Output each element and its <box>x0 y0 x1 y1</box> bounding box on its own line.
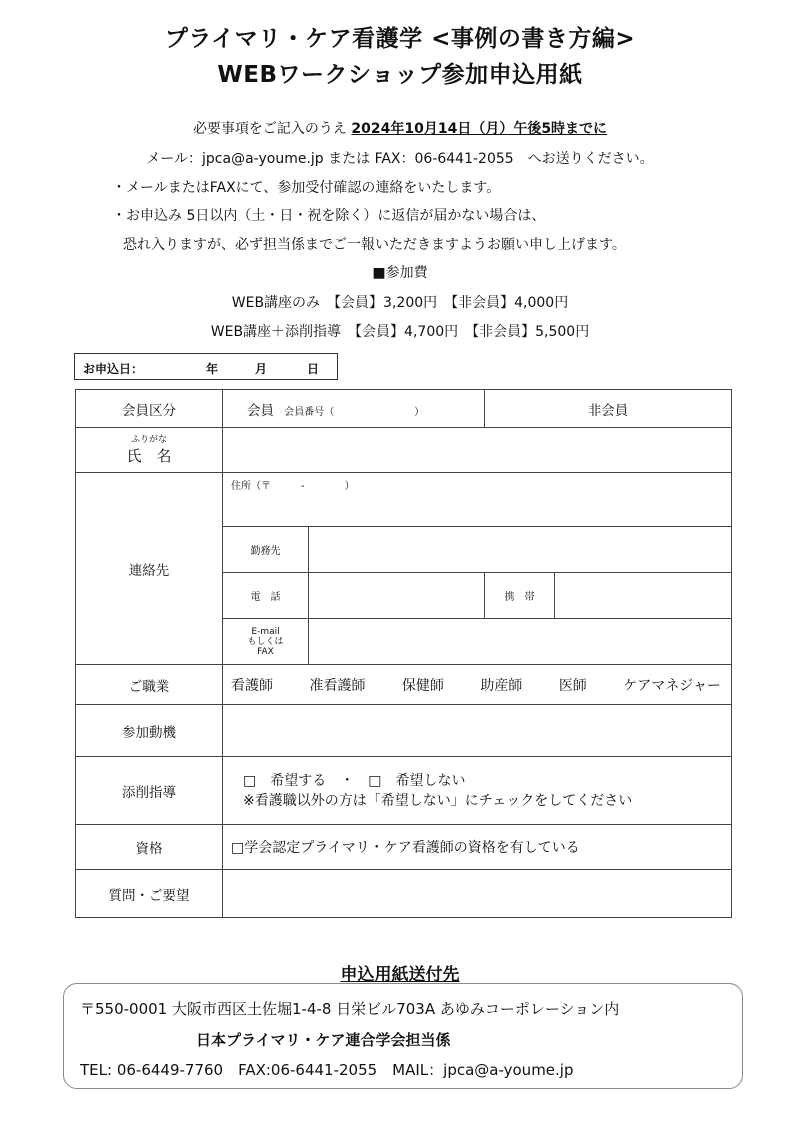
occupation-option[interactable]: 看護師 <box>231 677 273 694</box>
note-line-2: ・お申込み 5日以内（土・日・祝を除く）に返信が届かない場合は、 <box>112 208 546 224</box>
address-row <box>76 473 732 527</box>
email-or-label: もしくは <box>247 636 284 647</box>
occupation-options <box>223 665 732 705</box>
date-year-label: 年 <box>206 362 219 376</box>
occupation-row <box>76 665 732 705</box>
questions-field[interactable] <box>223 870 732 918</box>
qualification-option[interactable]: □学会認定プライマリ・ケア看護師の資格を有している <box>223 825 732 870</box>
date-day-label: 日 <box>307 362 320 376</box>
member-class-row <box>76 390 732 428</box>
occupation-option[interactable]: 准看護師 <box>309 677 366 694</box>
deadline-line <box>0 118 800 138</box>
qualification-row <box>76 825 732 870</box>
send-to-address: 〒550-0001 大阪市西区土佐堀1-4-8 日栄ビル703A あゆみコーポレーション内 <box>80 1000 620 1018</box>
questions-row <box>76 870 732 918</box>
address-label: 住所（〒 - ） <box>231 481 355 492</box>
non-member-label: 非会員 <box>587 402 629 419</box>
deadline-prefix: 必要事項をご記入のうえ <box>192 121 352 137</box>
application-date-box[interactable] <box>74 353 338 380</box>
application-date-label: お申込日： <box>83 362 144 376</box>
workplace-field[interactable] <box>309 527 732 573</box>
member-cell[interactable] <box>223 390 485 428</box>
application-form-table <box>75 389 732 918</box>
member-number-label: 会員番号（ ） <box>284 406 425 418</box>
member-label: 会員 <box>247 402 274 419</box>
phone-label: 電 話 <box>223 573 309 619</box>
send-to-contacts: TEL: 06-6449-7760 FAX:06-6441-2055 MAIL：jpca@a-youme.jp <box>80 1061 574 1079</box>
address-field[interactable] <box>223 473 732 527</box>
fee-web-correction: WEB講座＋添削指導 【会員】4,700円 【非会員】5,500円 <box>210 324 590 340</box>
page-title-line1: プライマリ・ケア看護学 <事例の書き方編> <box>164 26 636 52</box>
email-label: E-mail <box>251 626 280 637</box>
email-field[interactable] <box>309 619 732 665</box>
mobile-field[interactable] <box>555 573 732 619</box>
note-line-1: ・メールまたはFAXにて、参加受付確認の連絡をいたします。 <box>112 180 501 196</box>
fax-label: FAX <box>257 646 274 657</box>
occupation-option[interactable]: 医師 <box>558 677 587 694</box>
phone-field[interactable] <box>309 573 485 619</box>
member-class-label: 会員区分 <box>76 390 223 428</box>
email-label-cell <box>223 619 309 665</box>
note-line-3: 恐れ入りますが、必ず担当係までご一報いただきますようお願い申し上げます。 <box>123 237 626 253</box>
questions-label: 質問・ご要望 <box>76 870 223 918</box>
send-to-title: 申込用紙送付先 <box>340 965 460 985</box>
send-to-org: 日本プライマリ・ケア連合学会担当係 <box>196 1031 451 1049</box>
furigana-label: ふりがな <box>130 434 167 445</box>
motive-field[interactable] <box>223 705 732 757</box>
name-label: 氏 名 <box>126 446 172 465</box>
fee-heading: ■参加費 <box>372 265 428 281</box>
workplace-label: 勤務先 <box>223 527 309 573</box>
deadline-date: 2024年10月14日（月）午後5時までに <box>351 121 608 137</box>
fee-web-only: WEB講座のみ 【会員】3,200円 【非会員】4,000円 <box>231 295 569 311</box>
mobile-label: 携 帯 <box>485 573 555 619</box>
motive-label: 参加動機 <box>76 705 223 757</box>
occupation-option[interactable]: ケアマネジャー <box>623 677 721 694</box>
qualification-label: 資格 <box>76 825 223 870</box>
contact-line: メール：jpca@a-youme.jp または FAX：06-6441-2055 へお送りください。 <box>146 151 654 167</box>
occupation-option[interactable]: 助産師 <box>480 677 523 694</box>
correction-checkboxes[interactable]: □ 希望する ・ □ 希望しない <box>243 772 466 789</box>
correction-note: ※看護職以外の方は「希望しない」にチェックをしてください <box>243 792 633 809</box>
date-month-label: 月 <box>255 362 268 376</box>
name-field[interactable] <box>223 428 732 473</box>
correction-label: 添削指導 <box>76 757 223 825</box>
occupation-option[interactable]: 保健師 <box>401 677 444 694</box>
name-row <box>76 428 732 473</box>
name-label-cell <box>76 428 223 473</box>
correction-options[interactable] <box>223 757 732 825</box>
non-member-cell[interactable] <box>485 390 732 428</box>
motive-row <box>76 705 732 757</box>
page-title-line2: WEBワークショップ参加申込用紙 <box>217 62 583 88</box>
occupation-label: ご職業 <box>76 665 223 705</box>
contact-label: 連絡先 <box>76 473 223 665</box>
send-to-box <box>63 983 743 1089</box>
correction-row <box>76 757 732 825</box>
